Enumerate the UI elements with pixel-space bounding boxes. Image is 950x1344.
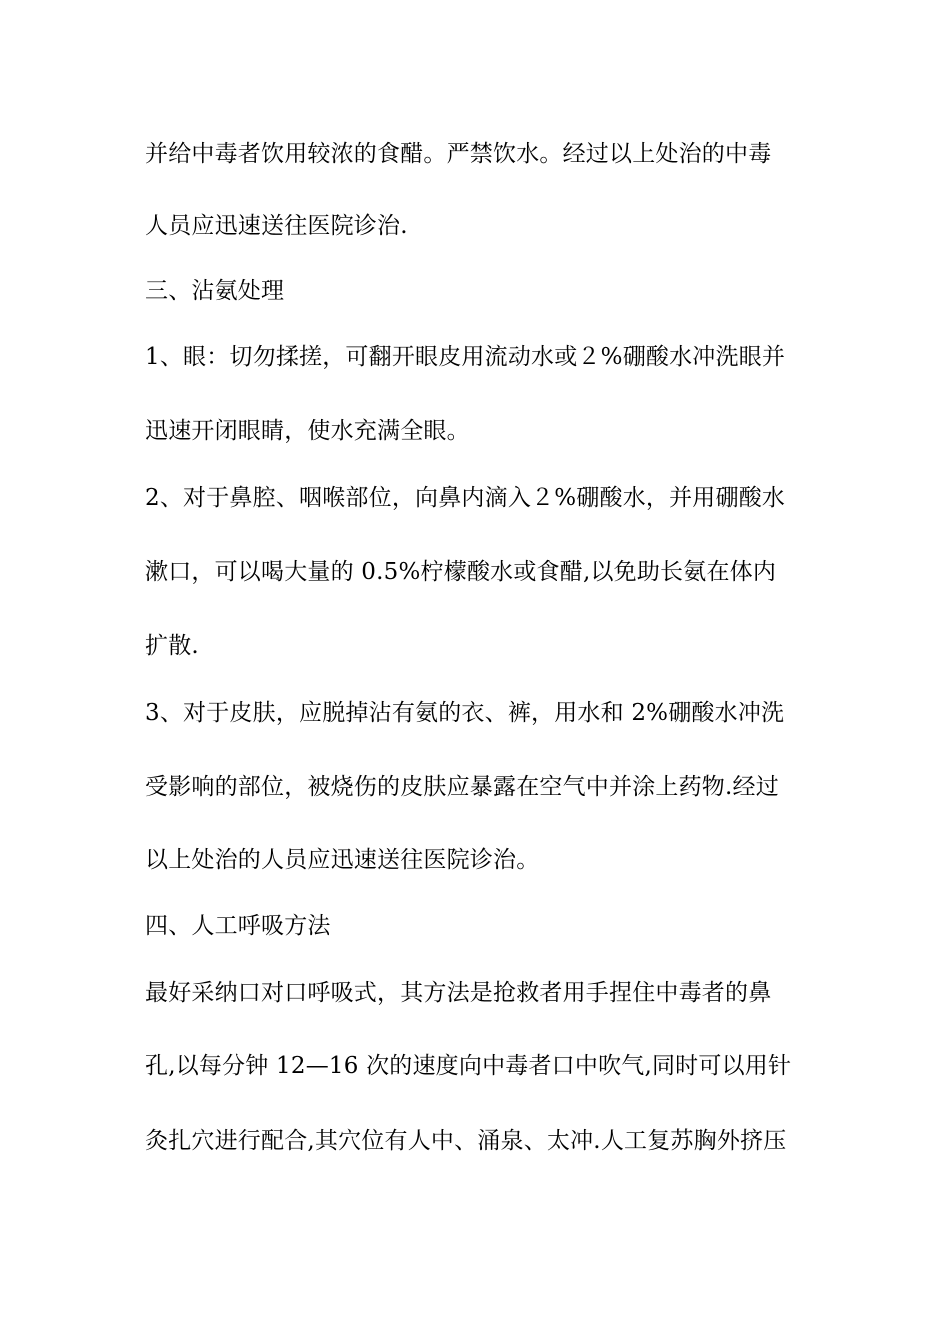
paragraph-line: 以上处治的人员应迅速送往医院诊治。 [145,847,540,873]
paragraph-line: 2、对于鼻腔、咽喉部位，向鼻内滴入２%硼酸水，并用硼酸水 [145,485,786,511]
paragraph-line: 扩散. [145,633,199,659]
paragraph-line: 最好采纳口对口呼吸式，其方法是抢救者用手捏住中毒者的鼻 [145,980,772,1006]
section-heading: 四、人工呼吸方法 [145,913,331,939]
paragraph-line: 1、眼：切勿揉搓，可翻开眼皮用流动水或２%硼酸水冲洗眼并 [145,344,786,370]
paragraph-line: 迅速开闭眼睛，使水充满全眼。 [145,418,470,444]
paragraph-line: 3、对于皮肤，应脱掉沾有氨的衣、裤，用水和 2%硼酸水冲洗 [145,700,785,726]
paragraph-line: 灸扎穴进行配合,其穴位有人中、涌泉、太冲.人工复苏胸外挤压 [145,1128,787,1154]
paragraph-line: 受影响的部位，被烧伤的皮肤应暴露在空气中并涂上药物.经过 [145,774,779,800]
section-heading: 三、沾氨处理 [145,278,285,304]
paragraph-line: 漱口，可以喝大量的 0.5%柠檬酸水或食醋,以免助长氨在体内 [145,559,777,585]
paragraph-line: 孔,以每分钟 12—16 次的速度向中毒者口中吹气,同时可以用针 [145,1053,792,1079]
paragraph-line: 人员应迅速送往医院诊治. [145,213,408,239]
paragraph-line: 并给中毒者饮用较浓的食醋。严禁饮水。经过以上处治的中毒 [145,141,772,167]
